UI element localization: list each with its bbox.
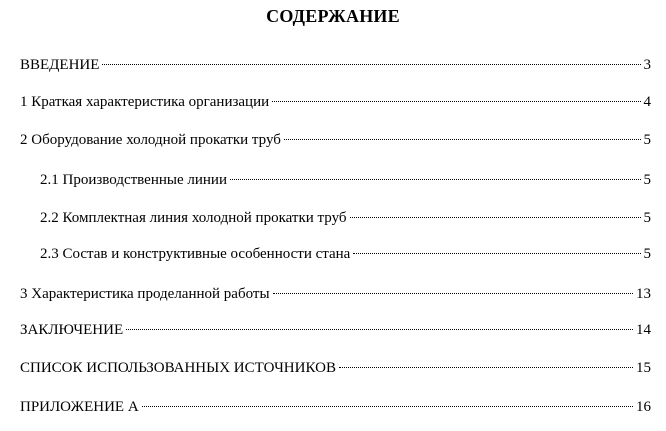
toc-entry-page-number: 15 [636, 360, 651, 376]
toc-entry [20, 92, 651, 112]
toc-entry-label: 2.3 Состав и конструктивные особенности стана [40, 246, 351, 262]
toc-entry [20, 358, 651, 378]
toc-dot-leader [339, 367, 633, 368]
toc-entry-page-number: 5 [643, 172, 651, 188]
toc-dot-leader [272, 101, 640, 102]
toc-dot-leader [102, 64, 640, 65]
toc-subentry [40, 244, 651, 264]
toc-entry [20, 397, 651, 417]
toc-entry-page-number: 4 [643, 94, 651, 110]
toc-entry-label: 2 Оборудование холодной прокатки труб [20, 132, 281, 148]
toc-entry [20, 320, 651, 340]
toc-entry [20, 55, 651, 75]
toc-subentry [40, 208, 651, 228]
toc-entry-page-number: 16 [636, 399, 651, 415]
toc-entry-page-number: 14 [636, 322, 651, 338]
toc-entry [20, 130, 651, 150]
toc-dot-leader [230, 179, 641, 180]
toc-entry-page-number: 5 [643, 132, 651, 148]
toc-dot-leader [284, 139, 641, 140]
toc-subentry [40, 170, 651, 190]
toc-entry-page-number: 13 [636, 286, 651, 302]
toc-entry-label: 1 Краткая характеристика организации [20, 94, 270, 110]
toc-dot-leader [273, 293, 633, 294]
toc-entry-label: ВВЕДЕНИЕ [20, 57, 100, 73]
toc-entry-page-number: 5 [643, 210, 651, 226]
toc-entry-label: ПРИЛОЖЕНИЕ А [20, 399, 139, 415]
toc-entry-page-number: 5 [643, 246, 651, 262]
toc-entry-label: 2.1 Производственные линии [40, 172, 227, 188]
toc-entry-label: СПИСОК ИСПОЛЬЗОВАННЫХ ИСТОЧНИКОВ [20, 360, 336, 376]
toc-dot-leader [142, 406, 633, 407]
toc-dot-leader [126, 329, 633, 330]
toc-entry [20, 284, 651, 304]
toc-entry-label: 3 Характеристика проделанной работы [20, 286, 270, 302]
toc-title: СОДЕРЖАНИЕ [266, 6, 400, 26]
toc-dot-leader [350, 217, 641, 218]
toc-dot-leader [353, 253, 640, 254]
toc-entry-label: 2.2 Комплектная линия холодной прокатки труб [40, 210, 347, 226]
toc-entry-label: ЗАКЛЮЧЕНИЕ [20, 322, 124, 338]
toc-entry-page-number: 3 [643, 57, 651, 73]
